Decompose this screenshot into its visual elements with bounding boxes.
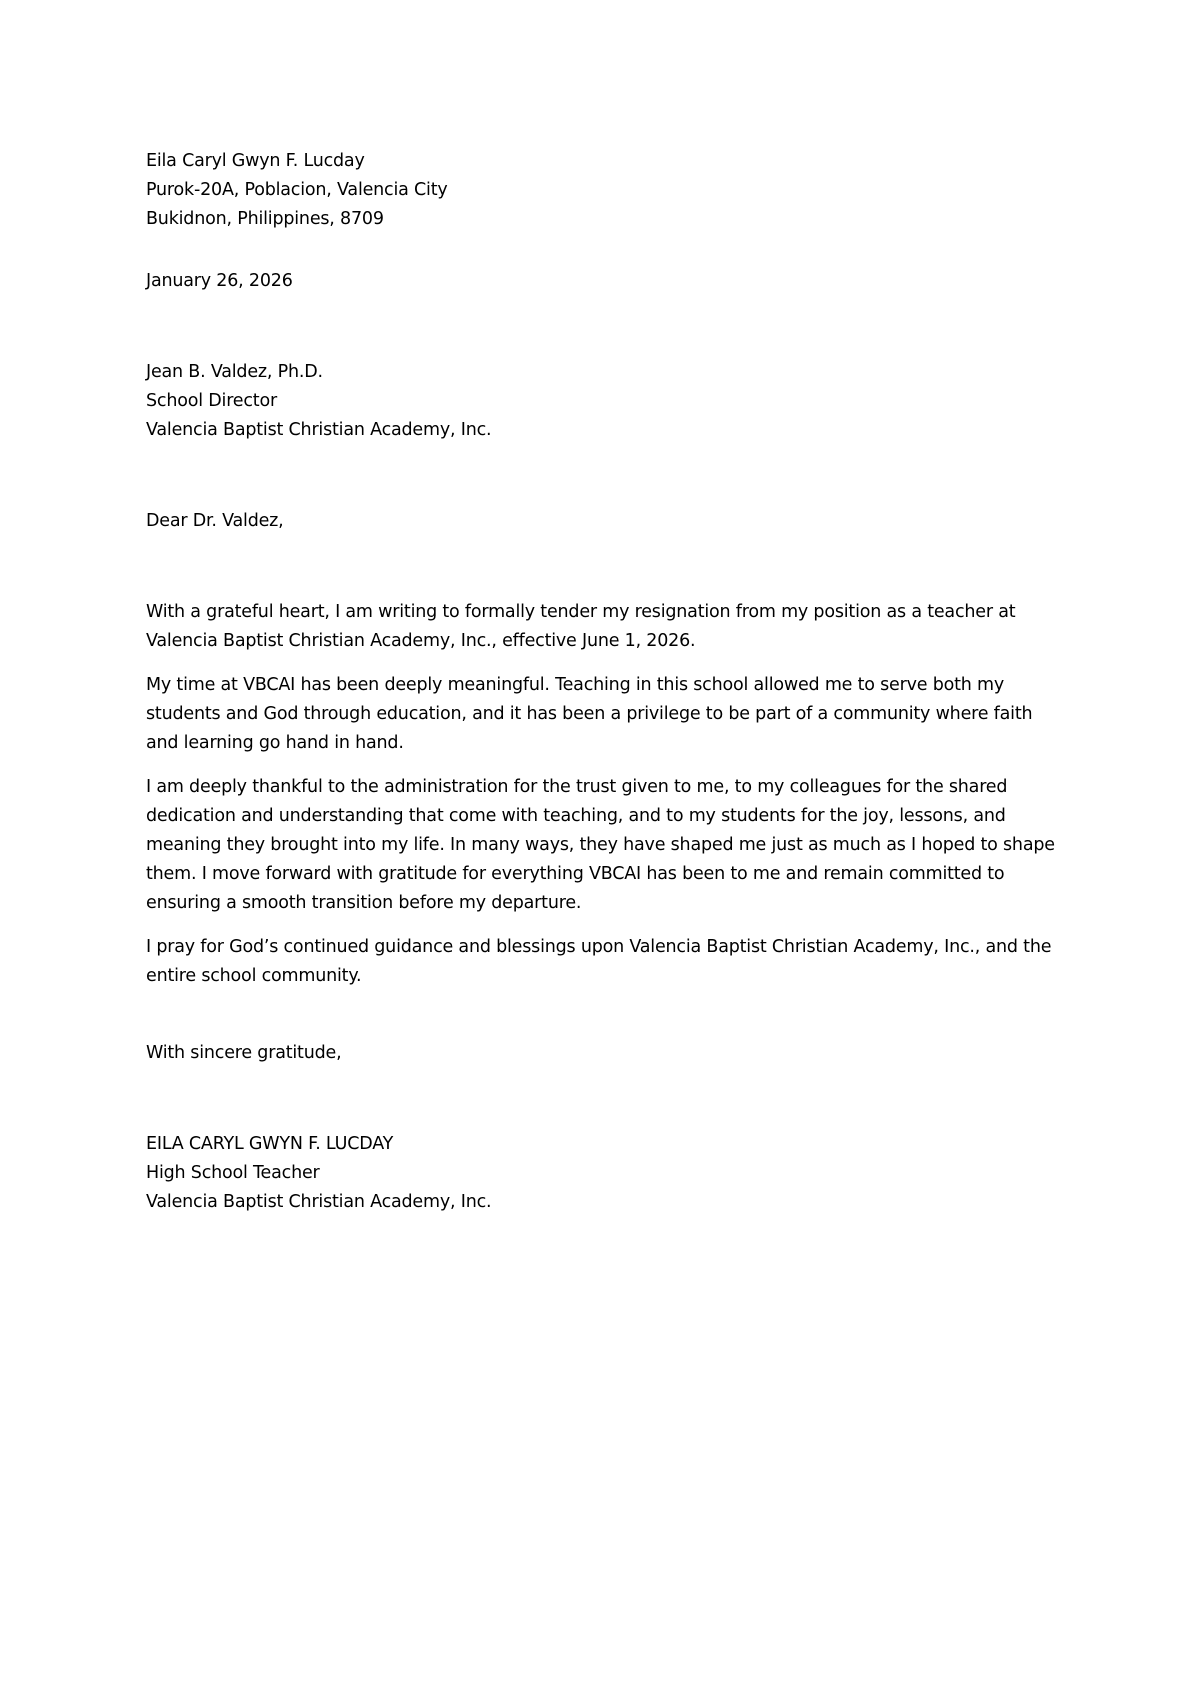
sender-address-line2: Bukidnon, Philippines, 8709	[146, 209, 384, 229]
recipient-organization: Valencia Baptist Christian Academy, Inc.	[146, 420, 492, 440]
salutation-block	[146, 507, 1066, 536]
sender-block	[146, 147, 1066, 234]
body-paragraph: I am deeply thankful to the administration for the trust given to me, to my colleagues for the shared dedication and understanding that come with teaching, and to my students for the joy, lessons, and meaning they brought into my life. In many ways, they have shaped me just as much as I hoped to shape them. I move forward with gratitude for everything VBCAI has been to me and remain committed to ensuring a smooth transition before my departure.	[146, 777, 1055, 913]
recipient-name: Jean B. Valdez, Ph.D.	[146, 362, 323, 382]
signature-name: EILA CARYL GWYN F. LUCDAY	[146, 1134, 394, 1154]
sender-name: Eila Caryl Gwyn F. Lucday	[146, 151, 365, 171]
recipient-block	[146, 358, 1066, 445]
signature-block	[146, 1130, 1066, 1217]
closing-block	[146, 1039, 1066, 1068]
body-paragraph: With a grateful heart, I am writing to formally tender my resignation from my position as a teacher at Valencia Baptist Christian Academy, Inc., effective June 1, 2026.	[146, 602, 1016, 651]
resignation-letter	[146, 147, 1066, 1217]
body-paragraph: I pray for God’s continued guidance and blessings upon Valencia Baptist Christian Academy, Inc., and the entire school community.	[146, 937, 1052, 986]
body-paragraph: My time at VBCAI has been deeply meaningful. Teaching in this school allowed me to serve both my students and God through education, and it has been a privilege to be part of a community where faith and learning go hand in hand.	[146, 675, 1033, 753]
letter-body	[146, 598, 1066, 991]
signature-title: High School Teacher	[146, 1163, 320, 1183]
letter-date: January 26, 2026	[146, 271, 293, 291]
sender-address-line1: Purok-20A, Poblacion, Valencia City	[146, 180, 448, 200]
signature-organization: Valencia Baptist Christian Academy, Inc.	[146, 1192, 492, 1212]
date-block	[146, 267, 1066, 296]
recipient-title: School Director	[146, 391, 277, 411]
closing: With sincere gratitude,	[146, 1043, 342, 1063]
salutation: Dear Dr. Valdez,	[146, 511, 284, 531]
